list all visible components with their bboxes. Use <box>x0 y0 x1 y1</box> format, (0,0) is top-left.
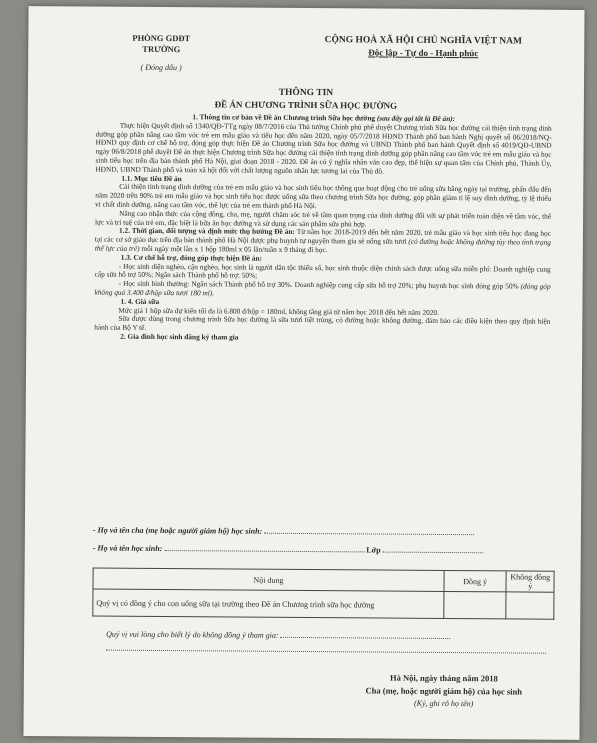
student-name-blank[interactable] <box>164 542 364 552</box>
parent-name-blank[interactable] <box>264 525 474 535</box>
section-2-heading: 2. Gia đình học sinh đăng ký tham gia <box>120 331 239 342</box>
reason-blank-line-2[interactable] <box>106 644 546 654</box>
section-1-3-item-1: - Học sinh diện nghèo, cận nghèo, học sinh là người dân tộc thiểu số, học sinh thuộc diện chính sách được uống sữa miễn phí: Doanh nghiệp cung cấp sữa hỗ trợ 50%; Ngân sách Thành phố hỗ trợ: 50%; <box>94 261 551 281</box>
consent-table <box>92 568 554 620</box>
header-agree: Đồng ý <box>444 570 507 591</box>
section-1-1-paragraph-2: Nâng cao nhận thức của cộng đồng, cha, mẹ, người chăm sóc trẻ về tầm quan trọng của dinh dưỡng đối với sự phát triển toàn diện về tầm vóc, thể lực và trí tuệ của trẻ em, đặc biệt là bữa ăn học đường và sử dụng các sản phẩm sữa phù hợp. <box>95 208 552 228</box>
section-1-2-heading: 1.2. Thời gian, đối tượng và định mức thụ hưởng Đề án: <box>118 226 295 237</box>
section-1-3-item-2: - Học sinh bình thường: Ngân sách Thành phố hỗ trợ 30%. Doanh nghiệp cung cấp sữa hỗ trợ 20%; phụ huynh học sinh đóng góp 50% (đóng góp không quá 3.400 đ/hộp sữa tươi 180 ml). <box>94 278 551 298</box>
student-name-label: - Họ và tên học sinh: <box>92 543 163 554</box>
stamp-placeholder: ( Đóng dấu ) <box>140 62 182 73</box>
parent-name-field[interactable] <box>93 524 474 538</box>
header-content: Nội dung <box>93 568 444 591</box>
reason-field[interactable] <box>106 628 450 641</box>
document-body <box>94 113 552 345</box>
national-motto: Độc lập - Tự do - Hạnh phúc <box>368 47 479 59</box>
reason-blank[interactable] <box>281 629 451 639</box>
section-1-paragraph: Thực hiện Quyết định số 1340/QĐ-TTg ngày 08/7/2016 của Thủ tướng Chính phủ phê duyệt Chương trình Sữa học đường cải thiện tình trạng dinh dưỡng góp phần nâng cao tầm vóc trẻ em mẫu giáo và tiểu học đến năm 2020, ngày 05/7/2018 HĐND Thành phố ban hành Nghị quyết số 06/2018/NQ-HĐND quy định cơ chế hỗ trợ, đóng góp thực hiện Đề án Chương trình Sữa học đường và UBND Thành phố ban hành Quyết định số 4019/QĐ-UBND ngày 06/8/2018 phê duyệt Đề án thực hiện Chương trình Sữa học đường cải thiện tình trạng dinh dưỡng góp phần nâng cao tầm vóc trẻ em mẫu giáo và học sinh tiểu học trên địa bàn thành phố Hà Nội, giai đoạn 2018 - 2020. Đề án có ý nghĩa nhân văn cao đẹp, thể hiện sự quan tâm của Chính phủ, Thành Ủy, HĐND, UBND Thành phố và toàn xã hội đối với chất lượng nguồn nhân lực tương lai của Thủ đô. <box>95 120 552 176</box>
doc-title: THÔNG TIN <box>278 87 334 99</box>
class-blank[interactable] <box>383 544 483 554</box>
school-header <box>116 33 206 74</box>
class-label: Lớp <box>366 545 381 555</box>
section-1-4-paragraph-1: Mức giá 1 hộp sữa dự kiến tối đa là 6.800 đ/hộp = 180ml, không tăng giá từ năm học 2018 đến hết năm 2020. <box>118 305 439 317</box>
student-name-field[interactable] <box>93 542 483 556</box>
country-name: CỘNG HOÀ XÃ HỘI CHỦ NGHĨA VIỆT NAM <box>324 35 523 47</box>
signature-note: (Ký, ghi rõ họ tên) <box>413 698 474 709</box>
document-page <box>23 6 584 740</box>
disagree-checkbox-cell[interactable] <box>506 592 554 619</box>
agree-checkbox-cell[interactable] <box>444 591 507 618</box>
section-1-1-heading: 1.1. Mục tiêu Đề án <box>121 173 182 183</box>
national-header <box>288 34 558 60</box>
header-disagree: Không đồng ý <box>506 571 554 592</box>
parent-name-label: - Họ và tên cha (mẹ hoặc người giám hộ) học sinh: <box>92 525 263 536</box>
school-label: TRƯỜNG <box>142 43 181 55</box>
section-1-3-heading: 1.3. Cơ chế hỗ trợ, đóng góp thực hiện Đề án: <box>120 252 263 263</box>
section-1-heading: 1. Thông tin cơ bản về Đề án Chương trình Sữa học đường (sau đây gọi tắt là Đề án): <box>192 112 456 124</box>
department-label: PHÒNG GDĐT <box>132 32 191 44</box>
section-1-1-paragraph-1: Cải thiện tình trạng dinh dưỡng của trẻ em mẫu giáo và học sinh tiểu học thông qua hoạt động cho trẻ uống sữa hằng ngày tại trường, phấn đấu đến năm 2020 trên 90% trẻ em mẫu giáo và học sinh tiểu học được uống sữa theo chương trình Sữa học đường, góp phần giảm tỉ lệ suy dinh dưỡng, tỷ lệ thiếu vi chất dinh dưỡng, nâng cao tầm vóc, thể lực của trẻ em thành phố Hà Nội. <box>95 182 552 211</box>
consent-question: Quý vị có đồng ý cho con uống sữa tại trường theo Đề án Chương trình sữa học đường <box>93 589 444 618</box>
signature-date: Hà Nội, ngày tháng năm 2018 <box>389 672 498 684</box>
table-row <box>93 589 554 619</box>
doc-subtitle: ĐỀ ÁN CHƯƠNG TRÌNH SỮA HỌC ĐƯỜNG <box>214 99 398 111</box>
section-1-4-heading: 1. 4. Giá sữa <box>120 296 160 306</box>
section-1-4-paragraph-2: Sữa được dùng trong chương trình Sữa học đường là sữa tươi tiệt trùng, có đường hoặc không đường, đảm bảo các điều kiện theo quy định hiện hành của Bộ Y tế. <box>94 314 551 333</box>
reason-label: Quý vị vui lòng cho biết lý do không đồng ý tham gia: <box>106 629 279 640</box>
section-1-2-paragraph: 1.2. Thời gian, đối tượng và định mức thụ hưởng Đề án: Từ năm học 2018-2019 đến hết năm 2020, trẻ mẫu giáo và học sinh tiểu học đang học tại các cơ sở giáo dục trên địa bàn thành phố Hà Nội được phụ huynh tự nguyện tham gia sẽ uống sữa tươi (có đường hoặc không đường tùy theo tình trạng thể lực của trẻ) mỗi ngày một lần x 1 hộp 180ml x 05 lần/tuần x 9 tháng đi học. <box>94 226 551 255</box>
signer-title: Cha (mẹ, hoặc người giám hộ) của học sinh <box>365 685 523 697</box>
